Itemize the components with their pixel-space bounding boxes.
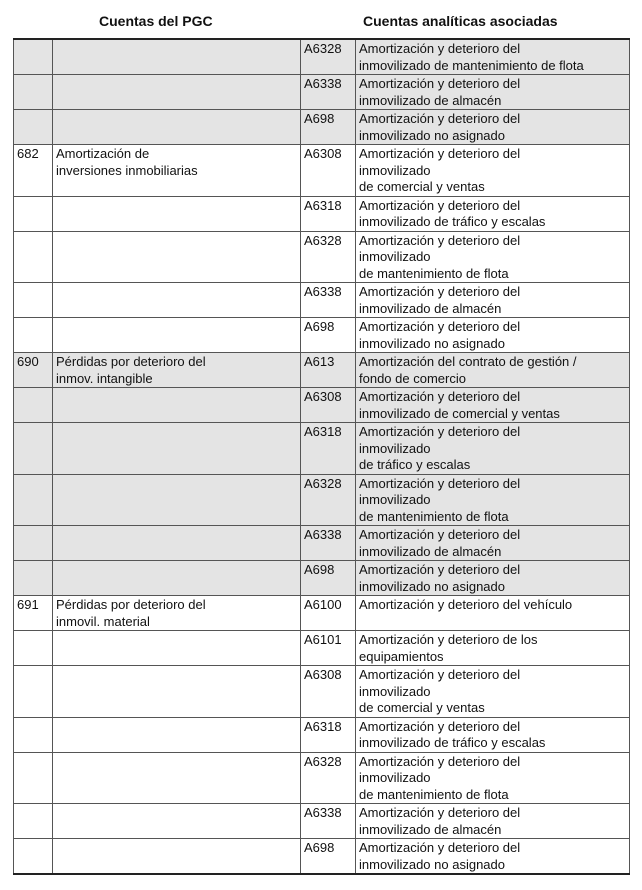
analytic-description: Amortización y deterioro del inmovilizado de almacén [356, 75, 630, 110]
analytic-code: A698 [301, 110, 356, 145]
pgc-number [14, 423, 53, 475]
analytic-description: Amortización y deterioro del inmovilizado de mantenimiento de flota [356, 231, 630, 283]
table-row [14, 283, 630, 318]
pgc-number [14, 39, 53, 75]
analytic-code: A698 [301, 318, 356, 353]
pgc-description: Pérdidas por deterioro del inmov. intangible [53, 353, 301, 388]
pgc-description [53, 839, 301, 875]
analytic-code: A6318 [301, 423, 356, 475]
table-row [14, 196, 630, 231]
pgc-number [14, 666, 53, 718]
analytic-description: Amortización y deterioro del inmovilizado de mantenimiento de flota [356, 39, 630, 75]
pgc-description [53, 231, 301, 283]
table-row [14, 631, 630, 666]
pgc-number: 690 [14, 353, 53, 388]
table-row [14, 717, 630, 752]
analytic-description: Amortización y deterioro del vehículo [356, 596, 630, 631]
table-row [14, 318, 630, 353]
table-row [14, 474, 630, 526]
pgc-description [53, 804, 301, 839]
analytic-description: Amortización y deterioro del inmovilizado de comercial y ventas [356, 388, 630, 423]
pgc-number [14, 526, 53, 561]
analytic-description: Amortización y deterioro del inmovilizado de tráfico y escalas [356, 423, 630, 475]
pgc-description [53, 561, 301, 596]
pgc-number [14, 561, 53, 596]
pgc-number [14, 75, 53, 110]
table-row [14, 804, 630, 839]
analytic-code: A6308 [301, 388, 356, 423]
analytic-description: Amortización y deterioro del inmovilizado no asignado [356, 318, 630, 353]
pgc-description [53, 75, 301, 110]
analytic-description: Amortización y deterioro de los equipamientos [356, 631, 630, 666]
pgc-number: 691 [14, 596, 53, 631]
pgc-description [53, 283, 301, 318]
analytic-description: Amortización y deterioro del inmovilizado no asignado [356, 561, 630, 596]
pgc-description [53, 631, 301, 666]
analytic-code: A6100 [301, 596, 356, 631]
analytic-code: A6328 [301, 231, 356, 283]
pgc-number [14, 283, 53, 318]
pgc-number [14, 110, 53, 145]
analytic-code: A6328 [301, 474, 356, 526]
analytic-description: Amortización y deterioro del inmovilizado de tráfico y escalas [356, 717, 630, 752]
pgc-number [14, 839, 53, 875]
analytic-description: Amortización y deterioro del inmovilizado de mantenimiento de flota [356, 752, 630, 804]
analytic-description: Amortización del contrato de gestión / fondo de comercio [356, 353, 630, 388]
header-pgc: Cuentas del PGC [99, 13, 213, 29]
analytic-code: A6101 [301, 631, 356, 666]
table-header [13, 9, 629, 38]
pgc-number [14, 318, 53, 353]
table-row [14, 423, 630, 475]
pgc-number [14, 717, 53, 752]
analytic-code: A6318 [301, 196, 356, 231]
analytic-description: Amortización y deterioro del inmovilizado no asignado [356, 839, 630, 875]
analytic-description: Amortización y deterioro del inmovilizado de comercial y ventas [356, 666, 630, 718]
table-row [14, 666, 630, 718]
pgc-description [53, 423, 301, 475]
analytic-description: Amortización y deterioro del inmovilizado no asignado [356, 110, 630, 145]
pgc-description [53, 717, 301, 752]
header-analytic: Cuentas analíticas asociadas [363, 13, 558, 29]
pgc-description [53, 318, 301, 353]
analytic-description: Amortización y deterioro del inmovilizado de almacén [356, 526, 630, 561]
analytic-code: A613 [301, 353, 356, 388]
pgc-number [14, 231, 53, 283]
analytic-code: A6338 [301, 75, 356, 110]
pgc-number: 682 [14, 145, 53, 197]
table-row [14, 561, 630, 596]
table-row [14, 145, 630, 197]
pgc-number [14, 388, 53, 423]
table-row [14, 839, 630, 875]
pgc-description [53, 196, 301, 231]
accounts-document [13, 9, 629, 875]
table-row [14, 596, 630, 631]
analytic-code: A6308 [301, 666, 356, 718]
pgc-description [53, 39, 301, 75]
accounts-table [13, 38, 630, 875]
pgc-description [53, 526, 301, 561]
table-row [14, 110, 630, 145]
table-row [14, 752, 630, 804]
analytic-description: Amortización y deterioro del inmovilizado de mantenimiento de flota [356, 474, 630, 526]
table-row [14, 231, 630, 283]
table-row [14, 388, 630, 423]
analytic-code: A6338 [301, 283, 356, 318]
table-row [14, 353, 630, 388]
pgc-number [14, 474, 53, 526]
pgc-description [53, 474, 301, 526]
pgc-description [53, 752, 301, 804]
table-row [14, 75, 630, 110]
pgc-description [53, 110, 301, 145]
analytic-code: A6338 [301, 526, 356, 561]
pgc-number [14, 752, 53, 804]
analytic-code: A6328 [301, 39, 356, 75]
analytic-code: A698 [301, 839, 356, 875]
analytic-description: Amortización y deterioro del inmovilizado de comercial y ventas [356, 145, 630, 197]
analytic-code: A6308 [301, 145, 356, 197]
pgc-description: Pérdidas por deterioro del inmovil. material [53, 596, 301, 631]
pgc-number [14, 196, 53, 231]
table-row [14, 526, 630, 561]
pgc-description [53, 666, 301, 718]
analytic-description: Amortización y deterioro del inmovilizado de almacén [356, 804, 630, 839]
pgc-description: Amortización de inversiones inmobiliarias [53, 145, 301, 197]
analytic-code: A6338 [301, 804, 356, 839]
analytic-code: A6318 [301, 717, 356, 752]
analytic-code: A6328 [301, 752, 356, 804]
pgc-number [14, 804, 53, 839]
pgc-description [53, 388, 301, 423]
analytic-description: Amortización y deterioro del inmovilizado de tráfico y escalas [356, 196, 630, 231]
analytic-code: A698 [301, 561, 356, 596]
analytic-description: Amortización y deterioro del inmovilizado de almacén [356, 283, 630, 318]
pgc-number [14, 631, 53, 666]
table-row [14, 39, 630, 75]
